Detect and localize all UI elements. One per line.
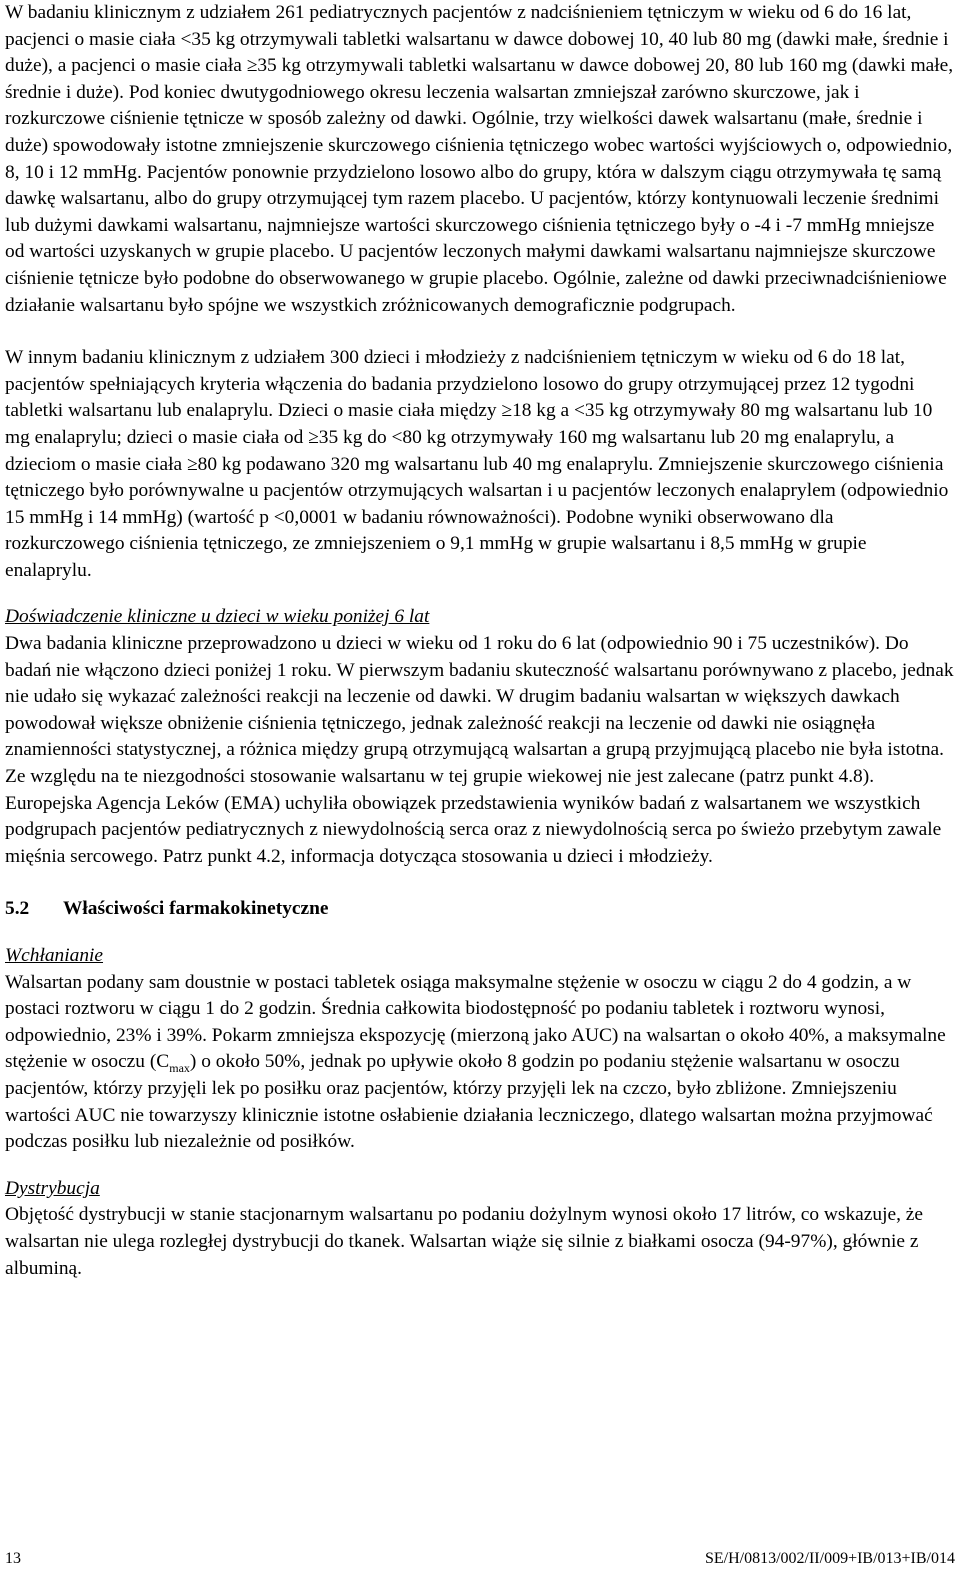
subheading-distribution: Dystrybucja xyxy=(5,1177,100,1199)
paragraph-ema-waiver: Europejska Agencja Leków (EMA) uchyliła obowiązek przedstawienia wyników badań z walsartanem we wszystkich podgrupach pacjentów pediatrycznych z niewydolnością serca oraz z niewydolnością serca po świeżo przebytym zawale mięśnia sercowego. Patrz punkt 4.2, informacja dotycząca stosowania u dzieci i młodzieży. xyxy=(5,792,942,867)
cmax-subscript: max xyxy=(169,1061,190,1076)
page-footer xyxy=(5,1549,955,1569)
absorption-text-part-1: Walsartan podany sam doustnie w postaci tabletek osiąga maksymalne stężenie w osoczu w ciągu 2 do 4 godzin, a w postaci roztworu w ciągu 1 do 2 godzin. Średnia całkowita biodostępność po podaniu tabletek i roztworu wynosi, odpowiednio, 23% i 39%. Pokarm zmniejsza ekspozycję (mierzoną jako AUC) na walsartan o około 40%, a maksymalne stężenie w osoczu (C xyxy=(5,971,946,1073)
absorption-text-part-2: ) o około 50%, jednak po upływie około 8 godzin po podaniu stężenie walsartanu w osoczu pacjentów, którzy przyjęli lek po posiłku oraz pacjentów, którzy przyjęli lek na czczo, było zbliżone. Zmniejszeniu wartości AUC nie towarzyszy klinicznie istotne osłabienie działania leczniczego, dlatego walsartan można przyjmować podczas posiłku lub niezależnie od posiłków. xyxy=(5,1051,933,1153)
paragraph-children-under-6: Dwa badania kliniczne przeprowadzono u dzieci w wieku od 1 roku do 6 lat (odpowiednio 90 i 75 uczestników). Do badań nie włączono dzieci poniżej 1 roku. W pierwszym badaniu skuteczność walsartanu porównywano z placebo, jednak nie udało się wykazać zależności reakcji na leczenie od dawki. W drugim badaniu walsartan w większych dawkach powodował większe obniżenie ciśnienia tętniczego, jednak zależność reakcji na leczenie od dawki nie osiągnęła znamienności statystycznej, a różnica między grupą otrzymującą walsartan a grupą przyjmującą placebo nie była istotna. Ze względu na te niezgodności stosowanie walsartanu w tej grupie wiekowej nie jest zalecane (patrz punkt 4.8). xyxy=(5,633,954,788)
page-number: 13 xyxy=(5,1550,21,1567)
section-title: Właściwości farmakokinetyczne xyxy=(63,898,329,920)
paragraph-pediatric-trial-300: W innym badaniu klinicznym z udziałem 300 dzieci i młodzieży z nadciśnieniem tętniczym w wieku od 6 do 18 lat, pacjentów spełniających kryteria włączenia do badania przydzielono losowo do grupy otrzymującej przez 12 tygodni tabletki walsartanu lub enalaprylu. Dzieci o masie ciała między ≥18 kg a <35 kg otrzymywały 80 mg walsartanu lub 10 mg enalaprylu; dzieci o masie ciała od ≥35 kg do <80 kg otrzymywały 160 mg walsartanu lub 20 mg enalaprylu, a dzieciom o masie ciała ≥80 kg podawano 320 mg walsartanu lub 40 mg enalaprylu. Zmniejszenie skurczowego ciśnienia tętniczego było porównywalne u pacjentów otrzymujących walsartan i u pacjentów leczonych enalaprylem (odpowiednio 15 mmHg i 14 mmHg) (wartość p <0,0001 w badaniu równoważności). Podobne wyniki obserwowano dla rozkurczowego ciśnienia tętniczego, ze zmniejszeniem o 9,1 mmHg w grupie walsartanu i 8,5 mmHg w grupie enalaprylu. xyxy=(5,347,949,581)
subheading-absorption: Wchłanianie xyxy=(5,945,104,966)
paragraph-pediatric-trial-261: W badaniu klinicznym z udziałem 261 pediatrycznych pacjentów z nadciśnieniem tętniczym w wieku od 6 do 16 lat, pacjenci o masie ciała <35 kg otrzymywali tabletki walsartanu w dawce dobowej 10, 40 lub 80 mg (dawki małe, średnie i duże), a pacjenci o masie ciała ≥35 kg otrzymywali tabletki walsartanu w dawce dobowej 20, 80 lub 160 mg (dawki małe, średnie i duże). Pod koniec dwutygodniowego okresu leczenia walsartan zmniejszał zarówno skurczowe, jak i rozkurczowe ciśnienie tętnicze w sposób zależny od dawki. Ogólnie, trzy wielkości dawek walsartanu (małe, średnie i duże) spowodowały istotne zmniejszenie skurczowego ciśnienia tętniczego wobec wartości wyjściowych o, odpowiednio, 8, 10 i 12 mmHg. Pacjentów ponownie przydzielono losowo albo do grupy, która w dalszym ciągu otrzymywała tę samą dawkę walsartanu, albo do grupy otrzymującej tym razem placebo. U pacjentów, którzy kontynuowali leczenie średnimi lub dużymi dawkami walsartanu, najmniejsze wartości skurczowego ciśnienia tętniczego były o -4 i -7 mmHg mniejsze od wartości uzyskanych w grupie placebo. U pacjentów leczonych małymi dawkami walsartanu najmniejsze skurczowe ciśnienie tętnicze było podobne do obserwowanego w grupie placebo. Ogólnie, zależne od dawki przeciwnadciśnieniowe działanie walsartanu było spójne we wszystkich zróżnicowanych demograficznie podgrupach. xyxy=(5,2,954,316)
document-page xyxy=(5,0,955,1282)
subheading-children-under-6: Doświadczenie kliniczne u dzieci w wieku poniżej 6 lat xyxy=(5,606,430,628)
section-heading-5-2 xyxy=(5,896,955,923)
paragraph-distribution: Objętość dystrybucji w stanie stacjonarnym walsartanu po podaniu dożylnym wynosi około 17 litrów, co wskazuje, że walsartan nie ulega rozległej dystrybucji do tkanek. Walsartan wiąże się silnie z białkami osocza (94-97%), głównie z albuminą. xyxy=(5,1204,923,1279)
paragraph-absorption xyxy=(5,970,955,1156)
section-number: 5.2 xyxy=(5,898,30,920)
document-reference: SE/H/0813/002/II/009+IB/013+IB/014 xyxy=(704,1550,955,1567)
